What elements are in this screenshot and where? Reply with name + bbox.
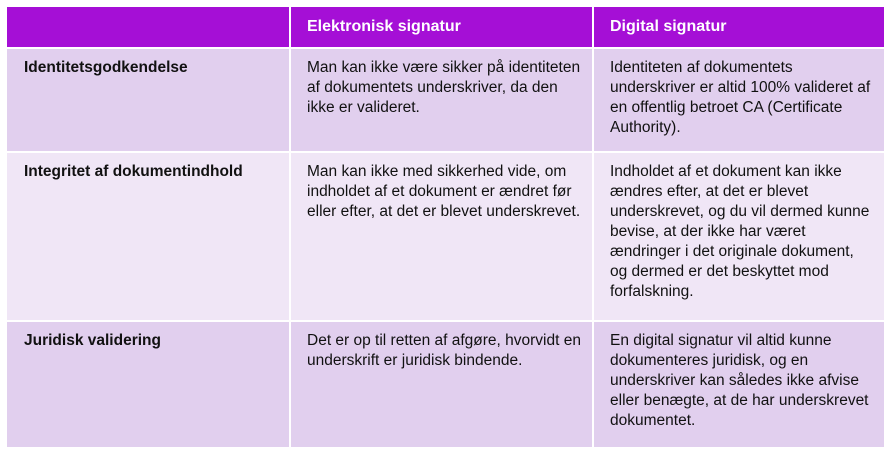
- table-row: [6, 48, 885, 152]
- row-label-legal: Juridisk validering: [6, 321, 290, 448]
- comparison-table-container: [5, 5, 884, 438]
- table-row: [6, 321, 885, 448]
- cell-electronic-integrity: Man kan ikke med sikkerhed vide, om indholdet af et dokument er ændret før eller efter, at det er blevet underskrevet.: [290, 152, 593, 321]
- row-label-integrity: Integritet af dokumentindhold: [6, 152, 290, 321]
- row-label-identity: Identitetsgodkendelse: [6, 48, 290, 152]
- cell-electronic-identity: Man kan ikke være sikker på identiteten af dokumentets underskriver, da den ikke er valideret.: [290, 48, 593, 152]
- cell-digital-integrity: Indholdet af et dokument kan ikke ændres efter, at det er blevet underskrevet, og du vil dermed kunne bevise, at der ikke har været ændringer i det originale dokument, og dermed er det beskyttet mod forfalskning.: [593, 152, 885, 321]
- cell-digital-legal: En digital signatur vil altid kunne dokumenteres juridisk, og en underskriver kan således ikke afvise eller benægte, at de har underskrevet dokumentet.: [593, 321, 885, 448]
- table-row: [6, 152, 885, 321]
- cell-electronic-legal: Det er op til retten af afgøre, hvorvidt en underskrift er juridisk bindende.: [290, 321, 593, 448]
- header-electronic-signature: Elektronisk signatur: [290, 6, 593, 48]
- signature-comparison-table: [5, 5, 886, 449]
- header-digital-signature: Digital signatur: [593, 6, 885, 48]
- cell-digital-identity: Identiteten af dokumentets underskriver er altid 100% valideret af en offentlig betroet CA (Certificate Authority).: [593, 48, 885, 152]
- header-empty-cell: [6, 6, 290, 48]
- table-header-row: [6, 6, 885, 48]
